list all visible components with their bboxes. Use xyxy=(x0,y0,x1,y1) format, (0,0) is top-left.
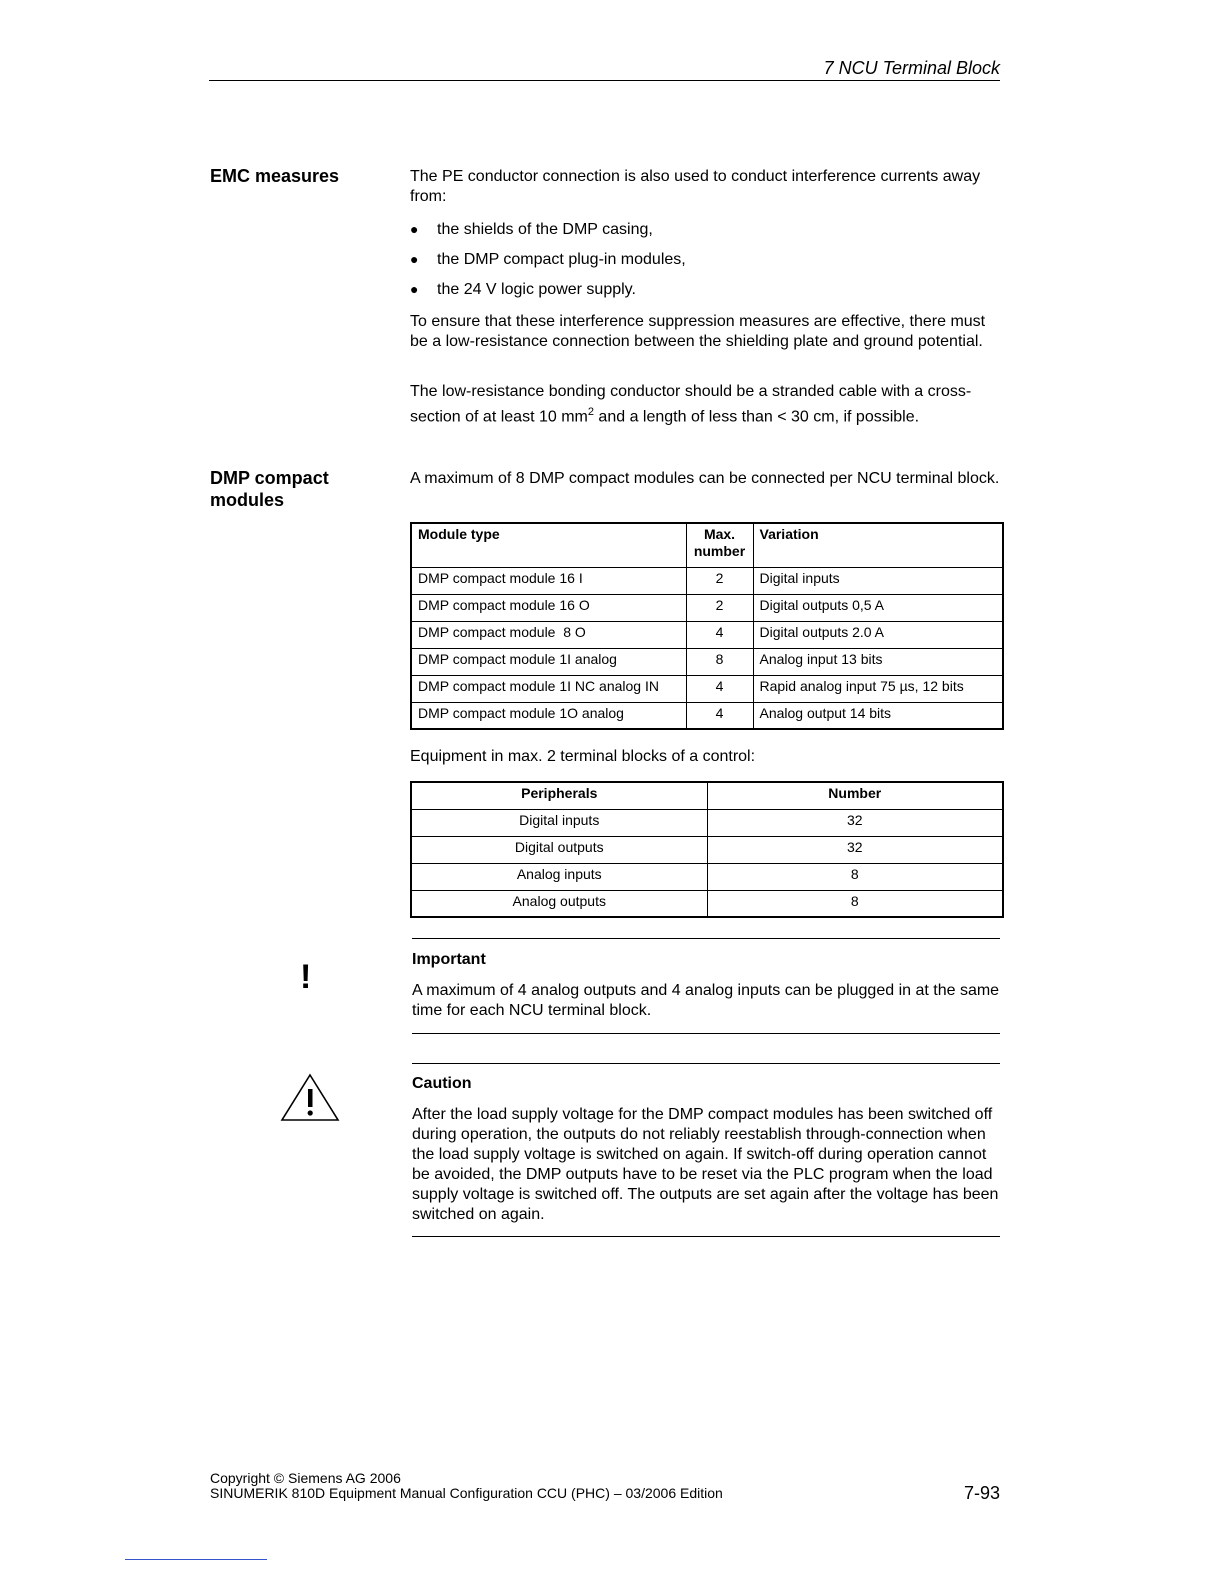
column-header: Number xyxy=(707,782,1003,809)
list-item: ● the 24 V logic power supply. xyxy=(410,281,636,298)
table-row: DMP compact module 1I NC analog IN 4 Rapid analog input 75 µs, 12 bits xyxy=(411,675,1003,702)
bullet-icon: ● xyxy=(410,281,419,297)
peripherals-table xyxy=(410,781,1004,918)
caution-title: Caution xyxy=(412,1075,472,1092)
list-item: ● the shields of the DMP casing, xyxy=(410,221,653,238)
emc-intro: The PE conductor connection is also used to conduct interference currents away from: xyxy=(410,168,981,205)
table-header-row xyxy=(411,782,1003,809)
emc-bullet-list xyxy=(410,220,1005,310)
chapter-title: 7 NCU Terminal Block xyxy=(823,58,1000,78)
column-header: Variation xyxy=(753,523,1003,567)
important-text: A maximum of 4 analog outputs and 4 analog inputs can be plugged in at the same time for each NCU terminal block. xyxy=(412,982,1000,1019)
important-bottom-rule xyxy=(412,1033,1000,1034)
list-item: ● the DMP compact plug-in modules, xyxy=(410,251,686,268)
bullet-icon: ● xyxy=(410,251,419,267)
exclamation-icon: ! xyxy=(300,958,312,996)
footer-copyright: Copyright © Siemens AG 2006 xyxy=(210,1470,401,1486)
emc-paragraph-3: The low-resistance bonding conductor should be a stranded cable with a cross-section of at least 10 $mm^2$ and a length of less than < 30 cm, if possible. xyxy=(410,383,972,426)
important-top-rule xyxy=(412,938,1000,939)
page-number: 7-93 xyxy=(963,1483,1000,1503)
column-header: Module type xyxy=(411,523,686,567)
emc-paragraph-2: To ensure that these interference suppression measures are effective, there must be a low-resistance connection between the shielding plate and ground potential. xyxy=(410,313,986,350)
table-row: Digital outputs 32 xyxy=(411,836,1003,863)
column-header: Peripherals xyxy=(411,782,707,809)
table-row: Analog outputs 8 xyxy=(411,890,1003,917)
bottom-link-underline xyxy=(125,1559,267,1560)
dmp-intro: A maximum of 8 DMP compact modules can be connected per NCU terminal block. xyxy=(410,470,1000,487)
table-row: DMP compact module 16 I 2 Digital inputs xyxy=(411,567,1003,594)
warning-triangle-icon xyxy=(279,1072,341,1124)
dmp-heading: DMP compact modules xyxy=(210,468,329,510)
table-row: Analog inputs 8 xyxy=(411,863,1003,890)
footer-edition: SINUMERIK 810D Equipment Manual Configuration CCU (PHC) – 03/2006 Edition xyxy=(210,1485,723,1501)
important-title: Important xyxy=(412,951,486,968)
equipment-intro: Equipment in max. 2 terminal blocks of a control: xyxy=(410,748,756,765)
table-row: DMP compact module 1I analog 8 Analog input 13 bits xyxy=(411,648,1003,675)
table-row: Digital inputs 32 xyxy=(411,809,1003,836)
modules-table xyxy=(410,522,1004,730)
bullet-icon: ● xyxy=(410,221,419,237)
caution-bottom-rule xyxy=(412,1236,1000,1237)
table-row: DMP compact module 8 O 4 Digital outputs 2.0 A xyxy=(411,621,1003,648)
column-header: Max. number xyxy=(686,523,753,567)
emc-heading: EMC measures xyxy=(210,166,340,186)
caution-text: After the load supply voltage for the DMP compact modules has been switched off during operation, the outputs do not reliably reestablish through-connection when the load supply voltage is switched on again. If switch-off during operation cannot be avoided, the DMP outputs have to be reset via the PLC program when the load supply voltage is switched off. The outputs are set again after the voltage has been switched on again. xyxy=(412,1106,999,1223)
header-rule xyxy=(209,80,1000,81)
table-row: DMP compact module 16 O 2 Digital outputs 0,5 A xyxy=(411,594,1003,621)
caution-top-rule xyxy=(412,1063,1000,1064)
table-header-row xyxy=(411,523,1003,567)
table-row: DMP compact module 1O analog 4 Analog output 14 bits xyxy=(411,702,1003,729)
